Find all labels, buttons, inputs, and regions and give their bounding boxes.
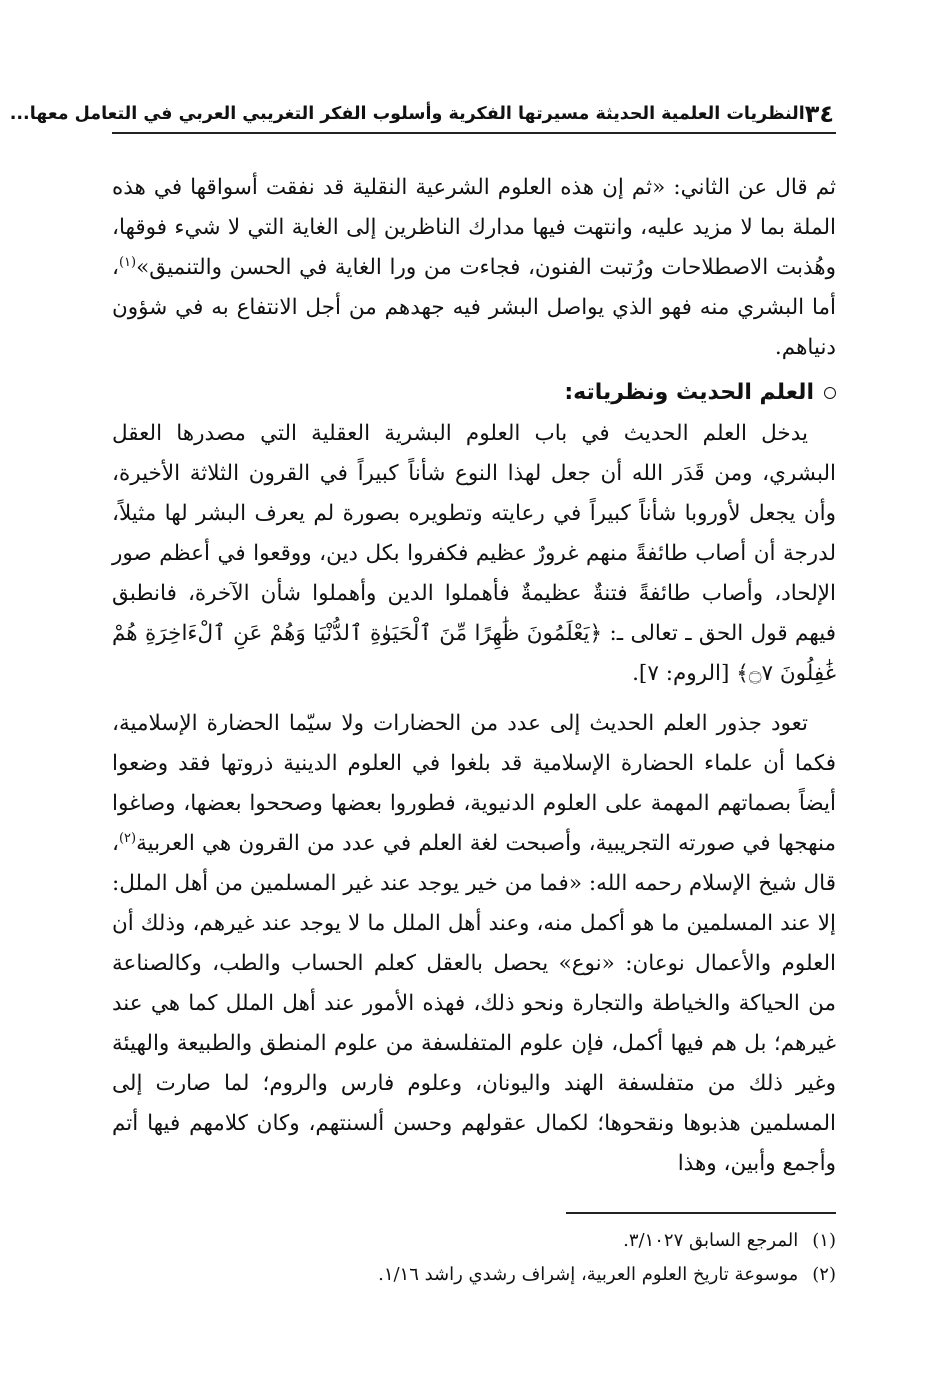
circle-bullet-icon: [824, 387, 836, 399]
footnote-1-text: المرجع السابق ٣/١٠٢٧.: [623, 1230, 799, 1251]
paragraph-3-text-a: تعود جذور العلم الحديث إلى عدد من الحضارات ولا سيّما الحضارة الإسلامية، فكما أن علماء الحضارة الإسلامية قد بلغوا في العلوم الدينية ذروتها فقد وضعوا أيضاً بصماتهم المهمة على العلوم الدنيوية، فطوروا بعضها وصححوا بعضها، وصاغوا منهجها في صورته التجريبية، وأصبحت لغة العلم في عدد من القرون هي العربية: [112, 711, 836, 856]
page-header: [9, 96, 836, 134]
main-text: [112, 168, 836, 1184]
paragraph-3: [112, 704, 836, 1184]
paragraph-3-text-b: ، قال شيخ الإسلام رحمه الله: «فما من خير يوجد عند غير المسلمين من أهل الملل: إلا عند المسلمين ما هو أكمل منه، وعند أهل الملل ما لا يوجد عند غيرهم، وذلك أن العلوم والأعمال نوعان: «نوع» يحصل بالعقل كعلم الحساب والطب، وكالصناعة من الحياكة والخياطة والتجارة ونحو ذلك، فهذه الأمور عند أهل الملل كما هي عند غيرهم؛ بل هم فيها أكمل، فإن علوم المتفلسفة من علوم المنطق والطبيعة والهيئة وغير ذلك من متفلسفة الهند واليونان، وعلوم فارس والروم؛ لما صارت إلى المسلمين هذبوها ونقحوها؛ لكمال عقولهم وحسن ألسنتهم، وكان كلامهم فيها أتم وأجمع وأبين، وهذا: [112, 831, 836, 1176]
paragraph-1: [112, 168, 836, 368]
footnote-2: [112, 1258, 836, 1292]
page-number: ٣٤: [804, 100, 834, 128]
footnote-marker-1: (١): [118, 254, 137, 270]
paragraph-2: [112, 414, 836, 694]
section-heading: [112, 372, 836, 414]
footnote-1-number: (١): [812, 1230, 836, 1251]
paragraph-1-text-a: ثم قال عن الثاني: «ثم إن هذه العلوم الشرعية النقلية قد نفقت أسواقها في هذه الملة بما لا مزيد عليه، وانتهت فيها مدارك الناظرين إلى الغاية التي لا شيء فوقها، وهُذبت الاصطلاحات ورُتبت الفنون، فجاءت من ورا الغاية في الحسن والتنميق»: [112, 175, 836, 280]
running-title: النظريات العلمية الحديثة مسيرتها الفكرية وأسلوب الفكر التغريبي العربي في التعامل معها...: [9, 104, 805, 124]
footnote-marker-2: (٢): [118, 830, 137, 846]
section-heading-text: العلم الحديث ونظرياته:: [564, 380, 814, 405]
quran-verse: ﴿يَعْلَمُونَ ظَٰهِرًا مِّنَ ٱلْحَيَوٰةِ ٱلدُّنْيَا وَهُمْ عَنِ ٱلْءَاخِرَةِ هُمْ غَٰفِلُونَ ۝٧﴾: [112, 621, 836, 686]
paragraph-1-text-b: ، أما البشري منه فهو الذي يواصل البشر فيه جهدهم من أجل الانتفاع به في شؤون دنياهم.: [112, 255, 836, 360]
footnote-1: [112, 1224, 836, 1258]
footnote-divider: [566, 1212, 836, 1214]
footnote-2-number: (٢): [812, 1264, 836, 1285]
footnotes: [112, 1212, 836, 1292]
paragraph-2-text: يدخل العلم الحديث في باب العلوم البشرية العقلية التي مصدرها العقل البشري، ومن قَدَر الله أن جعل لهذا النوع شأناً كبيراً في القرون الثلاثة الأخيرة، وأن يجعل لأوروبا شأناً كبيراً في رعايته وتطويره بصورة لم يعرف البشر لها مثيلاً، لدرجة أن أصاب طائفةً منهم غرورٌ عظيم فكفروا بكل دين، ووقعوا في أعظم صور الإلحاد، وأصاب طائفةً فتنةٌ عظيمةٌ فأهملوا الدين وأهملوا شأن الآخرة، فانطبق فيهم قول الحق ـ تعالى ـ:: [112, 421, 836, 646]
verse-citation: [الروم: ٧].: [632, 661, 737, 686]
footnote-2-text: موسوعة تاريخ العلوم العربية، إشراف رشدي راشد ١/١٦.: [378, 1264, 799, 1285]
